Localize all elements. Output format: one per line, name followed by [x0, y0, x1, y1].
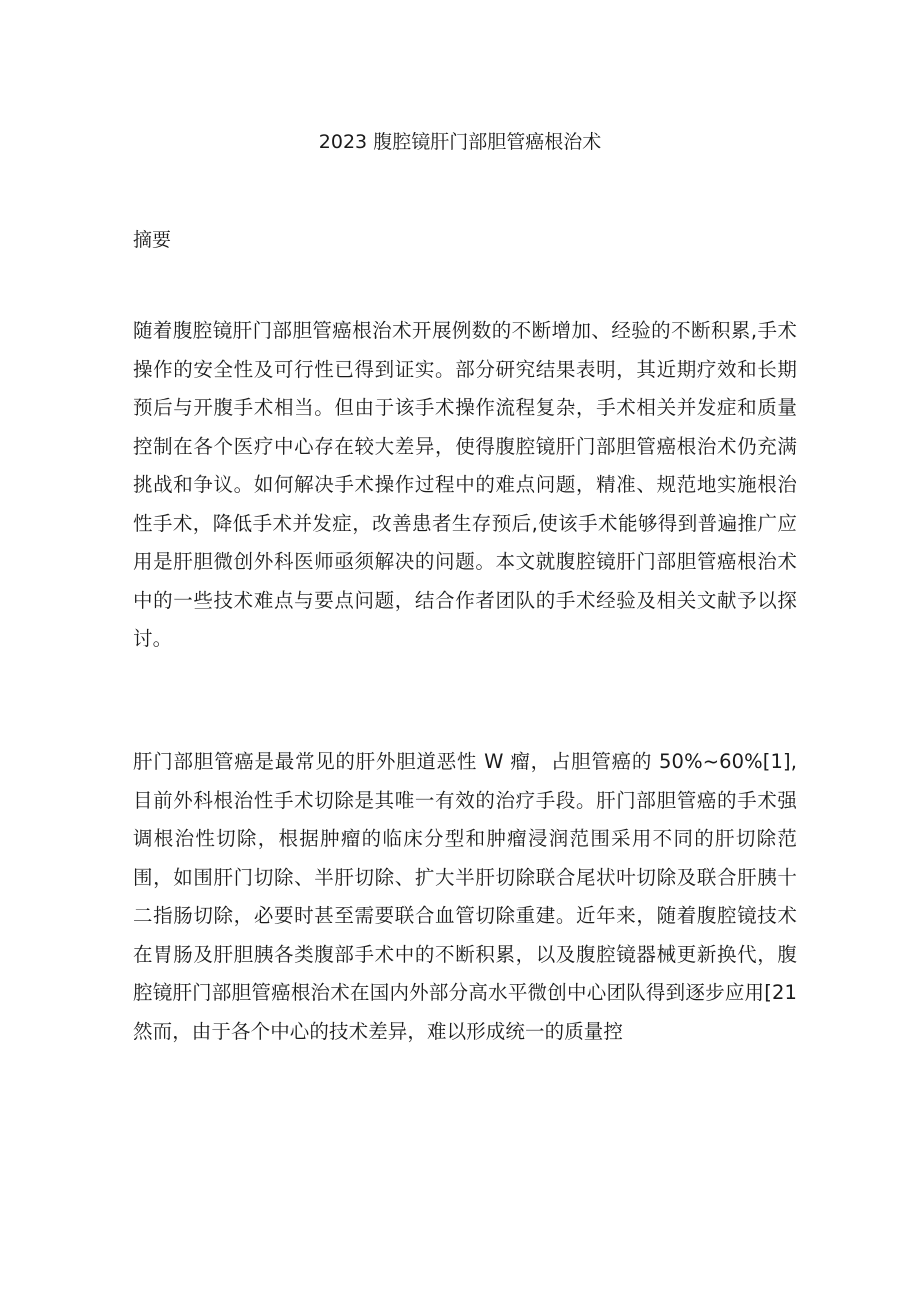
abstract-paragraph: 随着腹腔镜肝门部胆管癌根治术开展例数的不断增加、经验的不断积累,手术操作的安全性及可行性已得到证实。部分研究结果表明，其近期疗效和长期预后与开腹手术相当。但由于该手术操作流程复杂，手术相关并发症和质量控制在各个医疗中心存在较大差异，使得腹腔镜肝门部胆管癌根治术仍充满挑战和争议。如何解决手术操作过程中的难点问题，精准、规范地实施根治性手术，降低手术并发症，改善患者生存预后,使该手术能够得到普遍推广应用是肝胆微创外科医师亟须解决的问题。本文就腹腔镜肝门部胆管癌根治术中的一些技术难点与要点问题，结合作者团队的手术经验及相关文献予以探讨。: [133, 319, 797, 650]
abstract-heading: 摘要: [133, 229, 172, 251]
body-paragraph: 肝门部胆管癌是最常见的肝外胆道恶性 W 瘤，占胆管癌的 50%~60%[1],目前外科根治性手术切除是其唯一有效的治疗手段。肝门部胆管癌的手术强调根治性切除，根据肿瘤的临床分型和肿瘤浸润范围采用不同的肝切除范围，如围肝门切除、半肝切除、扩大半肝切除联合尾状叶切除及联合肝胰十二指肠切除，必要时甚至需要联合血管切除重建。近年来，随着腹腔镜技术在胃肠及肝胆胰各类腹部手术中的不断积累，以及腹腔镜器械更新换代，腹腔镜肝门部胆管癌根治术在国内外部分高水平微创中心团队得到逐步应用[21 然而，由于各个中心的技术差异，难以形成统一的质量控: [133, 750, 797, 1043]
document-title: 2023 腹腔镜肝门部胆管癌根治术: [318, 131, 602, 153]
